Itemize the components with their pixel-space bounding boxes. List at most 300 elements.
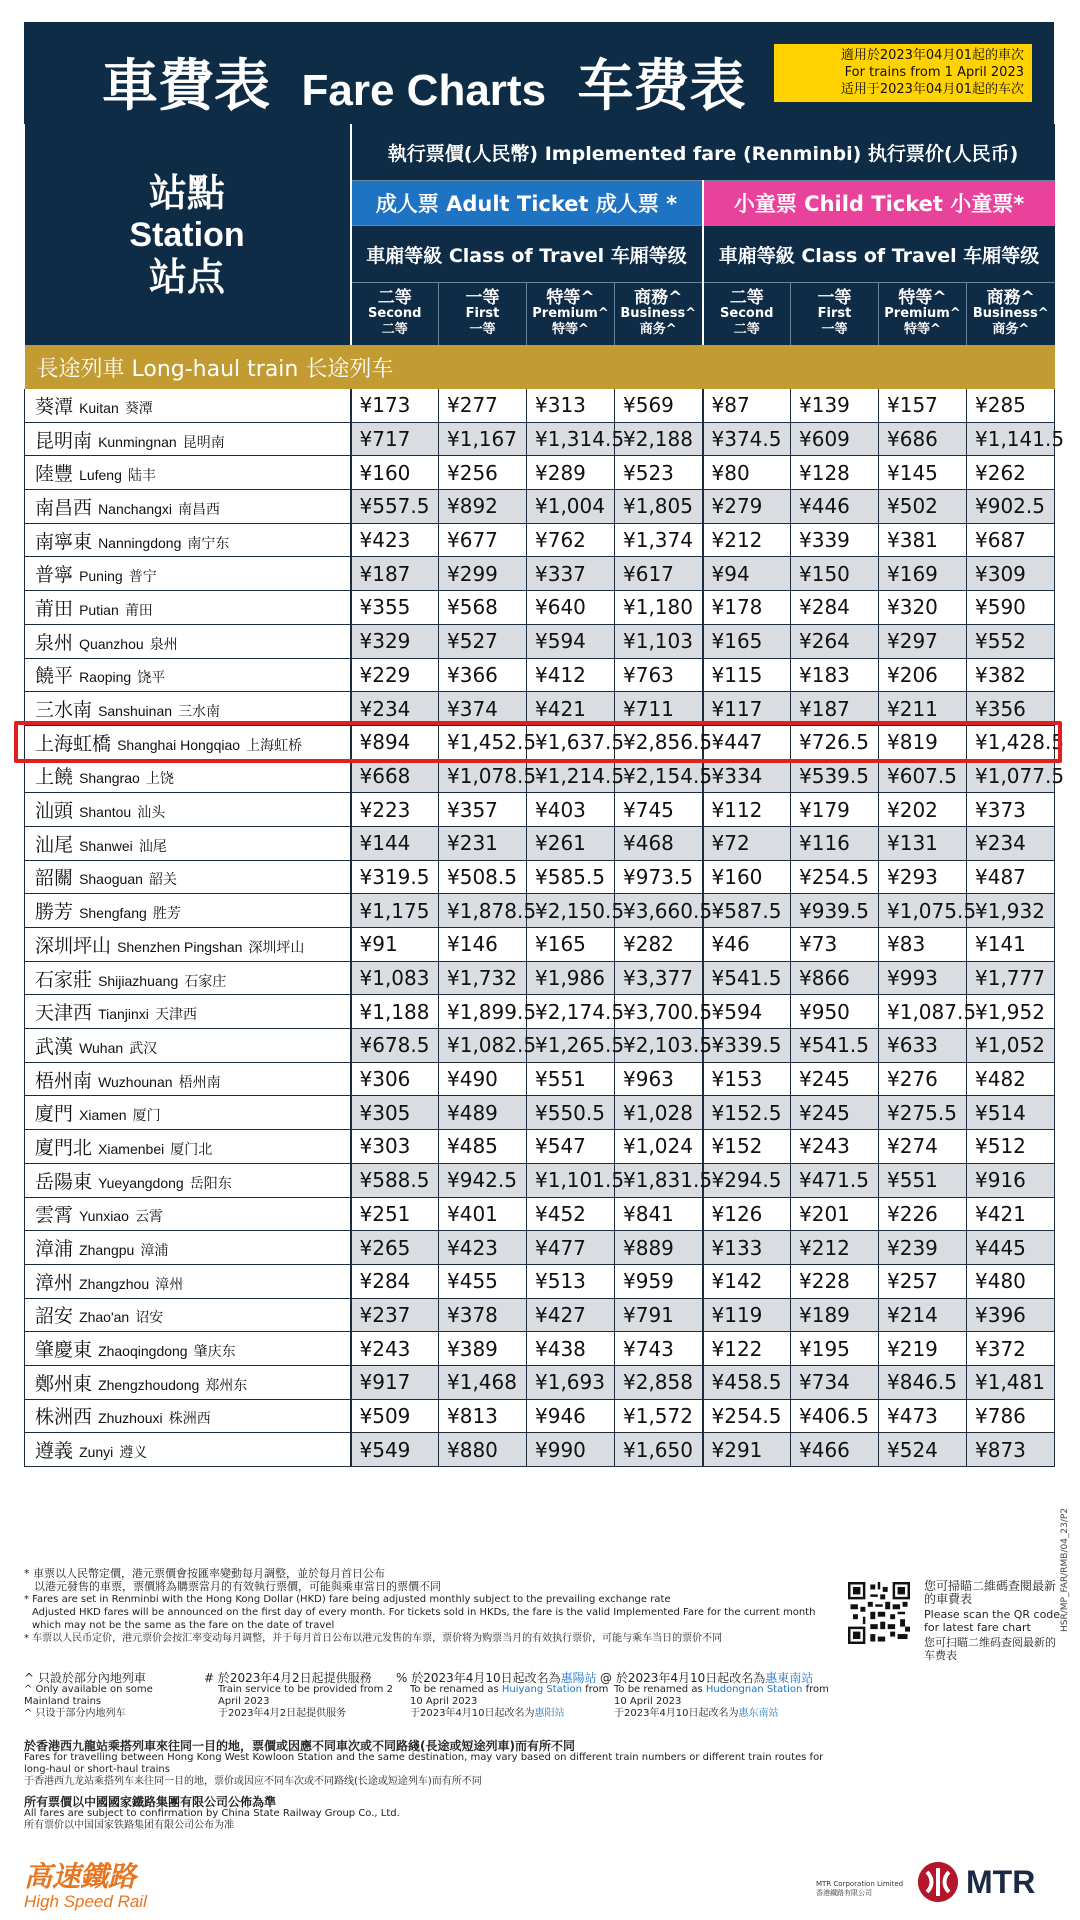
fare-cell: ¥743 bbox=[615, 1332, 703, 1366]
fare-cell: ¥373 bbox=[967, 793, 1055, 827]
station-name-zh: 泉州 bbox=[35, 631, 74, 654]
fare-cell: ¥557.5 bbox=[351, 490, 439, 524]
adult-ticket-header: 成人票 Adult Ticket 成人票 * bbox=[351, 181, 703, 226]
fare-cell: ¥303 bbox=[351, 1130, 439, 1164]
station-cell bbox=[25, 826, 351, 860]
station-cell bbox=[25, 995, 351, 1029]
fare-cell: ¥291 bbox=[703, 1433, 791, 1467]
station-name-zh: 葵潭 bbox=[35, 395, 74, 418]
station-cell bbox=[25, 1163, 351, 1197]
class-label-zh: 商務^ bbox=[986, 288, 1035, 308]
class-label-zh2: 一等 bbox=[469, 322, 496, 337]
class-label-zh: 特等^ bbox=[546, 288, 595, 308]
footnotes bbox=[24, 1568, 834, 1646]
note-star-zh-trad-2: 以港元發售的車票，票價將為購票當月的有效執行票價，可能與乘車當日的票價不同 bbox=[34, 1580, 441, 1593]
adult-class-1 bbox=[439, 283, 527, 346]
fare-cell: ¥819 bbox=[879, 725, 967, 759]
at-zh-simp: 于2023年4月10日起改名为 bbox=[614, 1708, 739, 1719]
station-name-en: Shenzhen Pingshan bbox=[117, 938, 243, 955]
section-row bbox=[25, 345, 1055, 389]
fare-cell: ¥3,660.5 bbox=[615, 894, 703, 928]
fare-cell: ¥527 bbox=[439, 624, 527, 658]
fare-cell: ¥550.5 bbox=[527, 1096, 615, 1130]
station-cell bbox=[25, 725, 351, 759]
route-notes bbox=[24, 1740, 844, 1832]
station-name-zh: 上饒 bbox=[35, 766, 74, 789]
pct-zh-simp-station: 惠阳站 bbox=[534, 1708, 565, 1719]
fare-cell: ¥594 bbox=[703, 995, 791, 1029]
at-zh-trad: @ 於2023年4月10日起改名為 bbox=[600, 1671, 766, 1685]
fare-cell: ¥178 bbox=[703, 591, 791, 625]
fare-cell: ¥480 bbox=[967, 1264, 1055, 1298]
class-label-zh: 商務^ bbox=[634, 288, 683, 308]
pct-en-a: To be renamed as bbox=[410, 1684, 499, 1695]
station-cell bbox=[25, 389, 351, 422]
fare-cell: ¥668 bbox=[351, 759, 439, 793]
fare-cell: ¥264 bbox=[791, 624, 879, 658]
station-name-en: Wuhan bbox=[79, 1039, 124, 1056]
route-zh-trad: 於香港西九龍站乘搭列車來往同一目的地，票價或因應不同車次或不同路綫(長途或短途列車)而有所不同 bbox=[24, 1739, 575, 1753]
station-name-zh2: 郑州东 bbox=[205, 1377, 248, 1394]
fare-cell: ¥212 bbox=[703, 523, 791, 557]
hsr-logo-en: High Speed Rail bbox=[24, 1892, 147, 1911]
fare-cell: ¥389 bbox=[439, 1332, 527, 1366]
fare-cell: ¥549 bbox=[351, 1433, 439, 1467]
pct-zh-trad: % 於2023年4月10日起改名為 bbox=[396, 1671, 561, 1685]
station-cell bbox=[25, 894, 351, 928]
fare-cell: ¥917 bbox=[351, 1365, 439, 1399]
class-label-en: First bbox=[817, 306, 852, 321]
fare-cell: ¥939.5 bbox=[791, 894, 879, 928]
table-row bbox=[25, 1399, 1055, 1433]
at-en-b: from 10 April 2023 bbox=[614, 1684, 829, 1707]
fare-cell: ¥587.5 bbox=[703, 894, 791, 928]
fare-cell: ¥243 bbox=[791, 1130, 879, 1164]
fare-cell: ¥1,805 bbox=[615, 490, 703, 524]
fare-cell: ¥277 bbox=[439, 389, 527, 422]
fare-cell: ¥279 bbox=[703, 490, 791, 524]
fare-cell: ¥112 bbox=[703, 793, 791, 827]
station-name-zh: 漳州 bbox=[35, 1271, 74, 1294]
station-cell bbox=[25, 793, 351, 827]
class-label-zh2: 二等 bbox=[733, 322, 760, 337]
fare-cell: ¥551 bbox=[527, 1062, 615, 1096]
fare-cell: ¥1,693 bbox=[527, 1365, 615, 1399]
fare-cell: ¥306 bbox=[351, 1062, 439, 1096]
fare-cell: ¥487 bbox=[967, 860, 1055, 894]
fare-cell: ¥490 bbox=[439, 1062, 527, 1096]
fare-cell: ¥1,986 bbox=[527, 961, 615, 995]
fare-cell: ¥289 bbox=[527, 456, 615, 490]
station-name-en: Shangrao bbox=[79, 770, 140, 787]
fare-cell: ¥202 bbox=[879, 793, 967, 827]
table-row bbox=[25, 1332, 1055, 1366]
fare-cell: ¥791 bbox=[615, 1298, 703, 1332]
fare-cell: ¥152.5 bbox=[703, 1096, 791, 1130]
fare-cell: ¥223 bbox=[351, 793, 439, 827]
at-en-a: To be renamed as bbox=[614, 1684, 703, 1695]
station-name-zh: 肇慶東 bbox=[35, 1339, 93, 1362]
fare-cell: ¥145 bbox=[879, 456, 967, 490]
station-name-zh2: 汕头 bbox=[137, 805, 166, 822]
fare-cell: ¥421 bbox=[967, 1197, 1055, 1231]
station-name-zh: 汕頭 bbox=[35, 800, 74, 823]
fare-cell: ¥1,572 bbox=[615, 1399, 703, 1433]
station-cell bbox=[25, 1130, 351, 1164]
fare-cell: ¥489 bbox=[439, 1096, 527, 1130]
class-label-zh2: 特等^ bbox=[904, 322, 941, 337]
station-cell bbox=[25, 658, 351, 692]
fare-cell: ¥640 bbox=[527, 591, 615, 625]
hsr-logo-zh: 高速鐵路 bbox=[24, 1860, 137, 1893]
fare-cell: ¥745 bbox=[615, 793, 703, 827]
table-row bbox=[25, 995, 1055, 1029]
fare-cell: ¥285 bbox=[967, 389, 1055, 422]
fare-cell: ¥91 bbox=[351, 928, 439, 962]
station-name-zh2: 普宁 bbox=[128, 569, 157, 586]
table-row bbox=[25, 860, 1055, 894]
fare-cell: ¥524 bbox=[879, 1433, 967, 1467]
fare-cell: ¥678.5 bbox=[351, 1029, 439, 1063]
fare-cell: ¥1,481 bbox=[967, 1365, 1055, 1399]
fare-cell: ¥179 bbox=[791, 793, 879, 827]
fare-cell: ¥212 bbox=[791, 1231, 879, 1265]
fare-cell: ¥126 bbox=[703, 1197, 791, 1231]
station-cell bbox=[25, 1298, 351, 1332]
fare-cell: ¥427 bbox=[527, 1298, 615, 1332]
fare-cell: ¥187 bbox=[791, 692, 879, 726]
fare-cell: ¥165 bbox=[703, 624, 791, 658]
station-name-en: Zhuzhouxi bbox=[98, 1410, 163, 1427]
station-name-zh: 普寧 bbox=[35, 564, 74, 587]
fare-cell: ¥139 bbox=[791, 389, 879, 422]
fare-cell: ¥514 bbox=[967, 1096, 1055, 1130]
fare-cell: ¥1,103 bbox=[615, 624, 703, 658]
station-cell bbox=[25, 1399, 351, 1433]
fare-cell: ¥3,377 bbox=[615, 961, 703, 995]
station-name-zh2: 昆明南 bbox=[182, 434, 225, 451]
fare-cell: ¥1,428.5 bbox=[967, 725, 1055, 759]
fare-cell: ¥841 bbox=[615, 1197, 703, 1231]
station-name-en: Zhangpu bbox=[79, 1242, 135, 1259]
station-name-en: Kunmingnan bbox=[98, 433, 177, 450]
qr-code-icon[interactable] bbox=[848, 1582, 910, 1644]
class-label-zh2: 一等 bbox=[821, 322, 848, 337]
fare-cell: ¥1,052 bbox=[967, 1029, 1055, 1063]
note-percent bbox=[396, 1672, 616, 1720]
class-label-en: First bbox=[465, 306, 500, 321]
station-name-zh2: 上饶 bbox=[145, 771, 174, 788]
fare-cell: ¥1,082.5 bbox=[439, 1029, 527, 1063]
fare-cell: ¥873 bbox=[967, 1433, 1055, 1467]
class-label-zh: 二等 bbox=[377, 288, 412, 308]
station-name-en: Xiamenbei bbox=[98, 1140, 165, 1157]
station-header-en: Station bbox=[129, 215, 245, 254]
fare-cell: ¥72 bbox=[703, 826, 791, 860]
hash-zh-trad: # 於2023年4月2日起提供服務 bbox=[204, 1671, 372, 1685]
fare-cell: ¥717 bbox=[351, 422, 439, 456]
station-name-zh: 漳浦 bbox=[35, 1238, 74, 1261]
fare-cell: ¥523 bbox=[615, 456, 703, 490]
fare-cell: ¥116 bbox=[791, 826, 879, 860]
station-name-zh2: 梧州南 bbox=[178, 1074, 221, 1091]
page-title bbox=[102, 42, 746, 122]
fare-cell: ¥297 bbox=[879, 624, 967, 658]
confirm-zh-trad: 所有票價以中國國家鐵路集團有限公司公佈為準 bbox=[24, 1795, 277, 1809]
fare-cell: ¥115 bbox=[703, 658, 791, 692]
station-name-en: Lufeng bbox=[79, 467, 122, 484]
fare-cell: ¥726.5 bbox=[791, 725, 879, 759]
fare-cell: ¥569 bbox=[615, 389, 703, 422]
station-name-zh: 鄭州東 bbox=[35, 1372, 93, 1395]
station-name-zh2: 岳阳东 bbox=[189, 1175, 232, 1192]
note-star-en-1: * Fares are set in Renminbi with the Hong Kong Dollar (HKD) fare being adjusted monthly subject to the prevailing exchange rate bbox=[24, 1594, 671, 1605]
station-name-en: Quanzhou bbox=[79, 635, 144, 652]
station-cell bbox=[25, 1197, 351, 1231]
station-name-zh2: 武汉 bbox=[129, 1040, 158, 1057]
fare-cell: ¥378 bbox=[439, 1298, 527, 1332]
adult-class-3 bbox=[615, 283, 703, 346]
station-name-en: Shanwei bbox=[79, 837, 133, 854]
fare-cell: ¥786 bbox=[967, 1399, 1055, 1433]
fare-cell: ¥256 bbox=[439, 456, 527, 490]
fare-cell: ¥889 bbox=[615, 1231, 703, 1265]
station-name-en: Wuzhounan bbox=[98, 1073, 173, 1090]
table-row bbox=[25, 928, 1055, 962]
station-name-en: Yueyangdong bbox=[98, 1174, 184, 1191]
table-row bbox=[25, 1298, 1055, 1332]
station-name-zh2: 天津西 bbox=[154, 1007, 197, 1024]
table-row bbox=[25, 490, 1055, 524]
fare-cell: ¥916 bbox=[967, 1163, 1055, 1197]
station-name-en: Zunyi bbox=[79, 1444, 114, 1461]
station-name-zh: 三水南 bbox=[35, 699, 93, 722]
fare-cell: ¥1,899.5 bbox=[439, 995, 527, 1029]
fare-cell: ¥46 bbox=[703, 928, 791, 962]
title-bar bbox=[24, 22, 1054, 124]
hsr-logo bbox=[24, 1862, 147, 1912]
hash-en: Train service to be provided from 2 April 2023 bbox=[218, 1684, 393, 1707]
mtr-logo-icon bbox=[918, 1862, 958, 1902]
fare-cell: ¥458.5 bbox=[703, 1365, 791, 1399]
table-row bbox=[25, 1096, 1055, 1130]
station-name-zh2: 莆田 bbox=[124, 602, 153, 619]
adult-class-2 bbox=[527, 283, 615, 346]
fare-cell: ¥401 bbox=[439, 1197, 527, 1231]
station-name-en: Tianjinxi bbox=[98, 1006, 149, 1023]
fare-cell: ¥305 bbox=[351, 1096, 439, 1130]
fare-cell: ¥1,777 bbox=[967, 961, 1055, 995]
fare-cell: ¥251 bbox=[351, 1197, 439, 1231]
note-caret bbox=[24, 1672, 194, 1720]
pct-zh-simp: 于2023年4月10日起改名为 bbox=[410, 1708, 535, 1719]
note-star-en-3: which may not be the same as the fare on the date of travel bbox=[32, 1620, 335, 1631]
station-name-en: Zhengzhoudong bbox=[98, 1376, 200, 1393]
fare-cell: ¥438 bbox=[527, 1332, 615, 1366]
fare-cell: ¥502 bbox=[879, 490, 967, 524]
station-cell bbox=[25, 692, 351, 726]
station-name-zh2: 三水南 bbox=[178, 704, 221, 721]
fare-cell: ¥189 bbox=[791, 1298, 879, 1332]
fare-cell: ¥231 bbox=[439, 826, 527, 860]
fare-cell: ¥1,314.5 bbox=[527, 422, 615, 456]
fare-cell: ¥1,083 bbox=[351, 961, 439, 995]
station-name-zh: 汕尾 bbox=[35, 833, 74, 856]
station-name-zh: 昆明南 bbox=[35, 429, 93, 452]
fare-cell: ¥813 bbox=[439, 1399, 527, 1433]
class-label-en: Second bbox=[720, 306, 774, 321]
adult-class-0 bbox=[351, 283, 439, 346]
station-name-zh: 詔安 bbox=[35, 1305, 74, 1328]
fare-cell: ¥2,174.5 bbox=[527, 995, 615, 1029]
fare-cell: ¥539.5 bbox=[791, 759, 879, 793]
station-name-en: Putian bbox=[79, 601, 119, 618]
station-cell bbox=[25, 422, 351, 456]
table-row bbox=[25, 793, 1055, 827]
qr-zh-simp: 您可扫瞄二维码查阅最新的车费表 bbox=[924, 1636, 1056, 1662]
at-zh-trad-station: 惠東南站 bbox=[765, 1671, 814, 1685]
fare-cell: ¥513 bbox=[527, 1264, 615, 1298]
mtr-corp-zh: 香港鐵路有限公司 bbox=[816, 1889, 872, 1897]
hash-zh-simp: 于2023年4月2日起提供服务 bbox=[218, 1708, 347, 1719]
fare-cell: ¥337 bbox=[527, 557, 615, 591]
station-name-zh: 饒平 bbox=[35, 665, 74, 688]
station-name-zh: 武漢 bbox=[35, 1035, 74, 1058]
fare-cell: ¥466 bbox=[791, 1433, 879, 1467]
class-label-zh2: 商务^ bbox=[992, 322, 1030, 337]
table-row bbox=[25, 422, 1055, 456]
fare-cell: ¥374 bbox=[439, 692, 527, 726]
fare-cell: ¥959 bbox=[615, 1264, 703, 1298]
station-cell bbox=[25, 490, 351, 524]
fare-cell: ¥477 bbox=[527, 1231, 615, 1265]
fare-cell: ¥2,103.5 bbox=[615, 1029, 703, 1063]
fare-cell: ¥942.5 bbox=[439, 1163, 527, 1197]
table-row bbox=[25, 456, 1055, 490]
fare-cell: ¥133 bbox=[703, 1231, 791, 1265]
fare-cell: ¥146 bbox=[439, 928, 527, 962]
fare-cell: ¥633 bbox=[879, 1029, 967, 1063]
fare-cell: ¥445 bbox=[967, 1231, 1055, 1265]
fare-cell: ¥142 bbox=[703, 1264, 791, 1298]
fare-cell: ¥455 bbox=[439, 1264, 527, 1298]
fare-cell: ¥471.5 bbox=[791, 1163, 879, 1197]
caret-zh-simp: ^ 只设于部分内地列车 bbox=[24, 1708, 126, 1719]
fare-cell: ¥165 bbox=[527, 928, 615, 962]
fare-cell: ¥119 bbox=[703, 1298, 791, 1332]
fare-cell: ¥1,077.5 bbox=[967, 759, 1055, 793]
fare-cell: ¥1,101.5 bbox=[527, 1163, 615, 1197]
station-name-zh: 韶關 bbox=[35, 867, 74, 890]
pct-en-station: Huiyang Station bbox=[501, 1684, 582, 1695]
class-label-zh2: 二等 bbox=[381, 322, 408, 337]
fare-cell: ¥261 bbox=[527, 826, 615, 860]
fare-cell: ¥508.5 bbox=[439, 860, 527, 894]
station-name-zh2: 遵义 bbox=[119, 1445, 148, 1462]
station-name-en: Nanningdong bbox=[98, 534, 182, 551]
table-row bbox=[25, 725, 1055, 759]
qr-zh-trad: 您可掃瞄二維碼查閱最新的車費表 bbox=[924, 1579, 1057, 1606]
fare-chart-sheet bbox=[24, 22, 1065, 1467]
fare-cell: ¥195 bbox=[791, 1332, 879, 1366]
fare-cell: ¥446 bbox=[791, 490, 879, 524]
station-name-zh: 岳陽東 bbox=[35, 1170, 93, 1193]
station-cell bbox=[25, 591, 351, 625]
table-row bbox=[25, 1365, 1055, 1399]
fare-cell: ¥1,932 bbox=[967, 894, 1055, 928]
station-name-zh: 雲霄 bbox=[35, 1204, 74, 1227]
fare-cell: ¥763 bbox=[615, 658, 703, 692]
fare-cell: ¥339.5 bbox=[703, 1029, 791, 1063]
child-class-1 bbox=[791, 283, 879, 346]
fare-cell: ¥762 bbox=[527, 523, 615, 557]
fare-cell: ¥144 bbox=[351, 826, 439, 860]
section-long-haul: 長途列車 Long-haul train 长途列车 bbox=[25, 345, 1055, 389]
fare-cell: ¥1,004 bbox=[527, 490, 615, 524]
mtr-corp-en: MTR Corporation Limited bbox=[816, 1880, 904, 1888]
station-name-zh: 廈門北 bbox=[35, 1136, 93, 1159]
fare-cell: ¥3,700.5 bbox=[615, 995, 703, 1029]
note-star-zh-trad-1: * 車票以人民幣定價，港元票價會按匯率變動每月調整，並於每月首日公布 bbox=[24, 1567, 385, 1580]
fare-cell: ¥406.5 bbox=[791, 1399, 879, 1433]
fare-cell: ¥902.5 bbox=[967, 490, 1055, 524]
fare-cell: ¥293 bbox=[879, 860, 967, 894]
fare-cell: ¥381 bbox=[879, 523, 967, 557]
fare-cell: ¥2,856.5 bbox=[615, 725, 703, 759]
fare-cell: ¥485 bbox=[439, 1130, 527, 1164]
confirm-en: All fares are subject to confirmation by China State Railway Group Co., Ltd. bbox=[24, 1808, 400, 1819]
fare-cell: ¥284 bbox=[351, 1264, 439, 1298]
note-hash bbox=[204, 1672, 404, 1720]
fare-cell: ¥1,374 bbox=[615, 523, 703, 557]
validity-en: For trains from 1 April 2023 bbox=[844, 65, 1024, 80]
station-cell bbox=[25, 1332, 351, 1366]
fare-cell: ¥245 bbox=[791, 1062, 879, 1096]
station-name-zh: 陸豐 bbox=[35, 463, 74, 486]
station-header-zh-simp: 站点 bbox=[148, 254, 225, 299]
fare-cell: ¥990 bbox=[527, 1433, 615, 1467]
fare-cell: ¥299 bbox=[439, 557, 527, 591]
table-row bbox=[25, 1197, 1055, 1231]
fare-cell: ¥541.5 bbox=[703, 961, 791, 995]
fare-table bbox=[24, 124, 1065, 1467]
class-label-en: Business^ bbox=[972, 306, 1049, 321]
fare-cell: ¥294.5 bbox=[703, 1163, 791, 1197]
note-star-en-2: Adjusted HKD fares will be announced on the first day of every month. For tickets sold in HKDs, the fare is the valid Implemented Fare for the current month bbox=[32, 1607, 816, 1618]
fare-cell: ¥319.5 bbox=[351, 860, 439, 894]
station-name-en: Sanshuinan bbox=[98, 703, 173, 720]
child-class-3 bbox=[967, 283, 1055, 346]
fare-cell: ¥219 bbox=[879, 1332, 967, 1366]
station-name-en: Raoping bbox=[79, 669, 132, 686]
station-name-zh2: 株洲西 bbox=[168, 1411, 211, 1428]
fare-cell: ¥403 bbox=[527, 793, 615, 827]
note-at bbox=[600, 1672, 830, 1720]
fare-cell: ¥1,188 bbox=[351, 995, 439, 1029]
fare-cell: ¥412 bbox=[527, 658, 615, 692]
station-name-en: Nanchangxi bbox=[98, 500, 172, 517]
fare-cell: ¥846.5 bbox=[879, 1365, 967, 1399]
table-row bbox=[25, 523, 1055, 557]
fare-cell: ¥282 bbox=[615, 928, 703, 962]
table-row bbox=[25, 1231, 1055, 1265]
table-row bbox=[25, 1029, 1055, 1063]
fare-cell: ¥973.5 bbox=[615, 860, 703, 894]
fare-cell: ¥1,024 bbox=[615, 1130, 703, 1164]
table-row bbox=[25, 692, 1055, 726]
fare-cell: ¥275.5 bbox=[879, 1096, 967, 1130]
fare-cell: ¥141 bbox=[967, 928, 1055, 962]
